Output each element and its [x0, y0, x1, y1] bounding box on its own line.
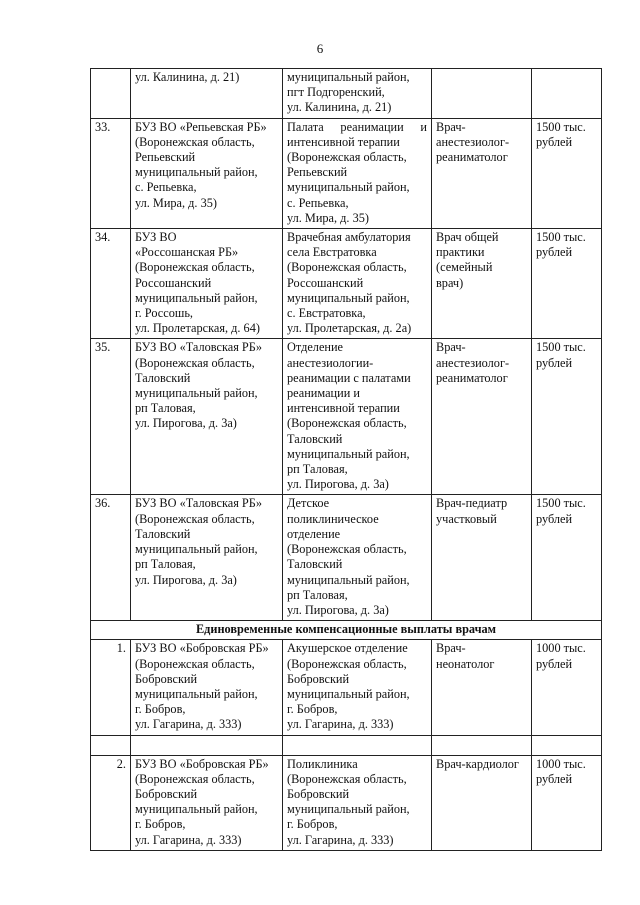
row-number: 33. [91, 118, 131, 228]
amount-cell: 1500 тыс. рублей [532, 339, 602, 495]
row-number [91, 69, 131, 119]
row-number: 36. [91, 495, 131, 621]
table-row [91, 755, 602, 850]
position-cell: Врач общей практики (семейный врач) [432, 229, 532, 339]
organization-cell: БУЗ ВО «Бобровская РБ» (Воронежская область, Бобровский муниципальный район, г. Бобров, ул. Гагарина, д. 333) [131, 755, 283, 850]
payments-table [90, 68, 602, 851]
position-cell: Врач- анестезиолог- реаниматолог [432, 339, 532, 495]
position-cell: Врач-педиатр участковый [432, 495, 532, 621]
workplace-cell: Палата реанимации и интенсивной терапии (Воронежская область, Репьевский муниципальный район, с. Репьевка, ул. Мира, д. 35) [283, 118, 432, 228]
table-row [91, 339, 602, 495]
organization-cell: БУЗ ВО «Россошанская РБ» (Воронежская область, Россошанский муниципальный район, г. Россошь, ул. Пролетарская, д. 64) [131, 229, 283, 339]
position-cell: Врач- неонатолог [432, 640, 532, 735]
organization-cell: БУЗ ВО «Таловская РБ» (Воронежская область, Таловский муниципальный район, рп Таловая, ул. Пирогова, д. 3а) [131, 339, 283, 495]
row-number: 35. [91, 339, 131, 495]
organization-cell: БУЗ ВО «Бобровская РБ» (Воронежская область, Бобровский муниципальный район, г. Бобров, ул. Гагарина, д. 333) [131, 640, 283, 735]
section-row [91, 621, 602, 640]
amount-cell: 1500 тыс. рублей [532, 495, 602, 621]
position-cell: Врач- анестезиолог- реаниматолог [432, 118, 532, 228]
workplace-cell: Отделение анестезиологии- реанимации с палатами реанимации и интенсивной терапии (Воронежская область, Таловский муниципальный район, рп Таловая, ул. Пирогова, д. 3а) [283, 339, 432, 495]
row-number: 2. [91, 755, 131, 850]
workplace-cell: Акушерское отделение (Воронежская область, Бобровский муниципальный район, г. Бобров, ул. Гагарина, д. 333) [283, 640, 432, 735]
workplace-cell: муниципальный район, пгт Подгоренский, ул. Калинина, д. 21) [283, 69, 432, 119]
workplace-cell: Детское поликлиническое отделение (Воронежская область, Таловский муниципальный район, рп Таловая, ул. Пирогова, д. 3а) [283, 495, 432, 621]
table-row [91, 229, 602, 339]
amount-cell: 1000 тыс. рублей [532, 755, 602, 850]
workplace-cell: Врачебная амбулатория села Евстратовка (Воронежская область, Россошанский муниципальный район, с. Евстратовка, ул. Пролетарская, д. 2а) [283, 229, 432, 339]
position-cell: Врач-кардиолог [432, 755, 532, 850]
amount-cell: 1500 тыс. рублей [532, 229, 602, 339]
amount-cell: 1000 тыс. рублей [532, 640, 602, 735]
table-row [91, 495, 602, 621]
organization-cell: БУЗ ВО «Таловская РБ» (Воронежская область, Таловский муниципальный район, рп Таловая, ул. Пирогова, д. 3а) [131, 495, 283, 621]
table-row [91, 69, 602, 119]
workplace-cell: Поликлиника (Воронежская область, Бобровский муниципальный район, г. Бобров, ул. Гагарина, д. 333) [283, 755, 432, 850]
row-number: 1. [91, 640, 131, 735]
organization-cell: БУЗ ВО «Репьевская РБ» (Воронежская область, Репьевский муниципальный район, с. Репьевка, ул. Мира, д. 35) [131, 118, 283, 228]
section-title: Единовременные компенсационные выплаты врачам [91, 621, 602, 640]
amount-cell: 1500 тыс. рублей [532, 118, 602, 228]
row-number: 34. [91, 229, 131, 339]
table-row [91, 118, 602, 228]
page-number: 6 [316, 41, 324, 56]
position-cell [432, 69, 532, 119]
workplace-first-line: Палата реанимации и [287, 119, 427, 134]
amount-cell [532, 69, 602, 119]
table-row [91, 640, 602, 735]
spacer-row [91, 735, 602, 755]
organization-cell: ул. Калинина, д. 21) [131, 69, 283, 119]
